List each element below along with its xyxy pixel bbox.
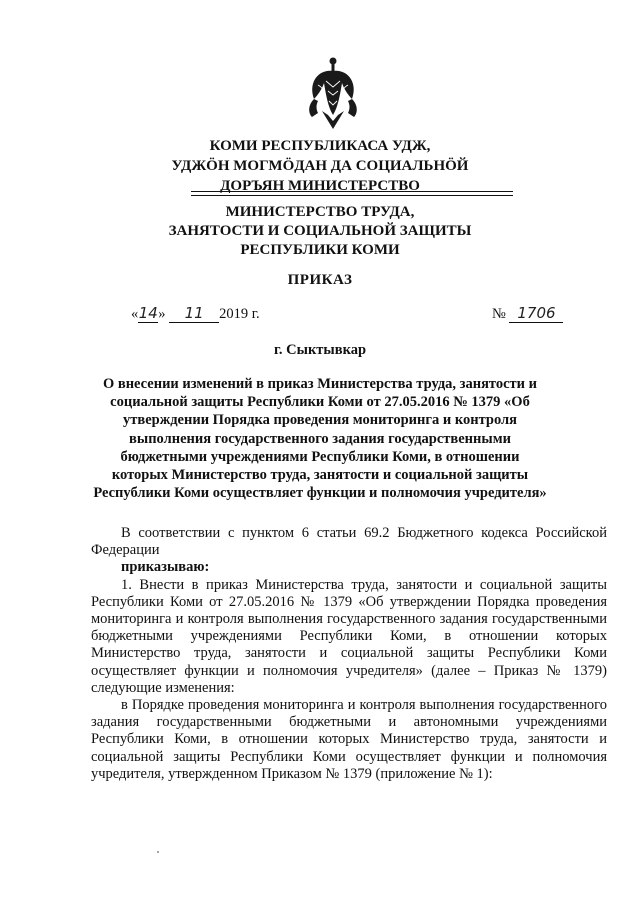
document-title: О внесении изменений в приказ Министерства труда, занятости и социальной защиты Республики Коми от 27.05.2016 № 1379 «Об утверждении Порядка проведения мониторинга и контроля выполнения государственного задания государственными бюджетными учреждениями Республики Коми, в отношении которых Министерство труда, занятости и социальной защиты Республики Коми осуществляет функции и полномочия учредителя»	[93, 376, 547, 502]
header-ministry-line-2: ЗАНЯТОСТИ И СОЦИАЛЬНОЙ ЗАЩИТЫ	[168, 223, 472, 239]
komi-republic-emblem-icon	[304, 55, 362, 131]
scan-speck	[157, 851, 159, 853]
header-komi-line-3: ДОРЪЯН МИНИСТЕРСТВО	[220, 178, 420, 194]
item-1-sub-paragraph: в Порядке проведения мониторинга и контроля выполнения государственного задания государственными бюджетными и автономными учреждениями Республики Коми, в отношении которых Министерство труда, занятости и социальной защиты Республики Коми осуществляет функции и полномочия учредителя, утвержденном Приказом № 1379 (приложение № 1):	[91, 697, 607, 782]
header-divider-bottom	[191, 195, 513, 196]
document-body	[91, 525, 607, 783]
header-divider-top	[191, 191, 513, 192]
document-type: ПРИКАЗ	[287, 272, 353, 288]
number-value: 1706	[509, 304, 563, 323]
header-komi-line-1: КОМИ РЕСПУБЛИКАСА УДЖ,	[209, 138, 431, 154]
date-close-quote: »	[158, 306, 166, 322]
order-number	[492, 304, 563, 323]
date-year: 2019 г.	[219, 306, 260, 322]
city: г. Сыктывкар	[273, 342, 367, 358]
header-komi	[0, 136, 640, 196]
date-month: 11	[169, 304, 219, 323]
header-komi-line-2: УДЖÖН МОГМÖДАН ДА СОЦИАЛЬНÖЙ	[171, 158, 469, 174]
number-prefix: №	[492, 306, 506, 322]
basis-paragraph: В соответствии с пунктом 6 статьи 69.2 Бюджетного кодекса Российской Федерации	[91, 525, 607, 559]
date-open-quote: «	[131, 306, 139, 322]
header-ministry-line-1: МИНИСТЕРСТВО ТРУДА,	[225, 204, 415, 220]
item-1-paragraph: 1. Внести в приказ Министерства труда, занятости и социальной защиты Республики Коми от 27.05.2016 № 1379 «Об утверждении Порядка проведения мониторинга и контроля выполнения государственного задания государственными бюджетными учреждениями Республики Коми, в отношении которых Министерство труда, занятости и социальной защиты Республики Коми осуществляет функции и полномочия учредителя» (далее – Приказ № 1379) следующие изменения:	[91, 576, 607, 696]
order-word: приказываю:	[121, 559, 210, 576]
date-day: 14	[138, 304, 158, 322]
header-ministry-line-3: РЕСПУБЛИКИ КОМИ	[240, 242, 400, 258]
order-date	[131, 304, 260, 323]
header-ministry	[0, 203, 640, 260]
